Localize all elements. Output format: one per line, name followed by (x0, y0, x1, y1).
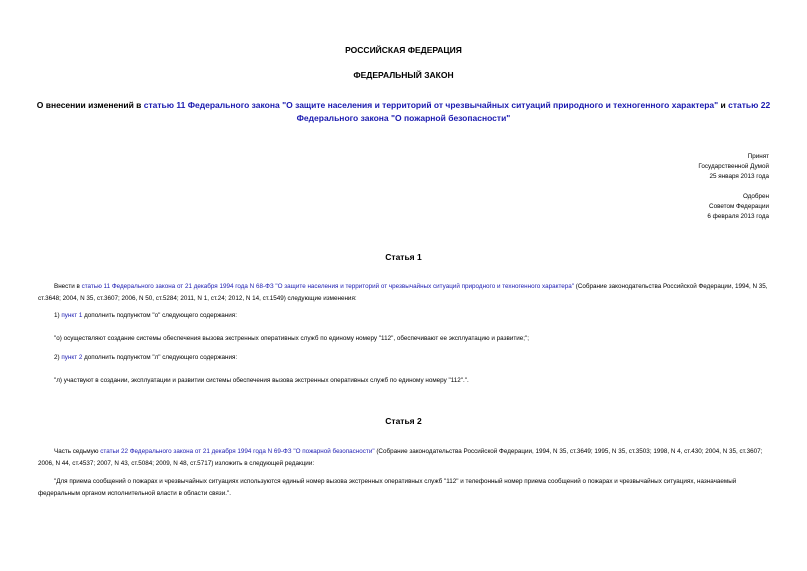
approval-line-3: 6 февраля 2013 года (707, 213, 769, 220)
adoption-line-1: Принят (747, 153, 769, 160)
article-2-intro-prefix: Часть седьмую (54, 448, 101, 455)
article-1-intro-prefix: Внести в (54, 283, 82, 290)
article-1-item-2-text: "л) участвуют в создании, эксплуатации и развитии системы обеспечения вызова экстренных оперативных служб по единому номеру "112".". (54, 377, 469, 384)
article-2-heading: Статья 2 (385, 416, 422, 426)
article-1-item-1-text: "о) осуществляют создание системы обеспечения вызова экстренных оперативных служб по единому номеру "112", обеспечивают ее эксплуатацию и развитие;"; (54, 335, 529, 342)
title-prefix: О внесении изменений в (36, 100, 144, 110)
article-1-intro-suffix: (Собрание законодательства Российской Федерации, 1994, N 35, ст.3648; 2004, N 35, ст.3607; 2006, N 50, ст.5284; 2011, N 1, ст.24; 2012, N 14, ст.1549) следующие изменения: (38, 283, 768, 302)
title-link-article-22[interactable]: статью 22 Федерального закона "О пожарной безопасности" (296, 100, 771, 123)
approval-block (707, 192, 769, 222)
doc-type-heading: ФЕДЕРАЛЬНЫЙ ЗАКОН (353, 70, 454, 80)
title-mid: и (718, 100, 729, 110)
approval-line-1: Одобрен (742, 193, 769, 200)
article-2-intro-suffix: (Собрание законодательства Российской Федерации, 1994, N 35, ст.3649; 1995, N 35, ст.3503; 1998, N 4, ст.430; 2004, N 35, ст.3607; 2006, N 44, ст.4537; 2007, N 43, ст.5084; 2009, N 48, ст.5717) изложить в следующей редакции: (38, 448, 763, 467)
approval-line-2: Советом Федерации (709, 203, 769, 210)
item-1-link[interactable]: пункт 1 (61, 312, 83, 319)
adoption-line-2: Государственной Думой (698, 163, 769, 170)
item-2-suffix: дополнить подпунктом "л" следующего содержания: (82, 354, 238, 361)
adoption-block (698, 152, 769, 182)
article-1-heading: Статья 1 (385, 252, 422, 262)
article-1-intro (38, 281, 769, 304)
item-1-suffix: дополнить подпунктом "о" следующего содержания: (82, 312, 237, 319)
adoption-line-3: 25 января 2013 года (709, 173, 769, 180)
title-link-article-11[interactable]: статью 11 Федерального закона "О защите населения и территорий от чрезвычайных ситуаций природного и техногенного характера" (143, 100, 719, 110)
law-title (0, 99, 807, 125)
item-2-link[interactable]: пункт 2 (61, 354, 83, 361)
article-1-intro-link[interactable]: статью 11 Федерального закона от 21 декабря 1994 года N 68-ФЗ "О защите населения и территорий от чрезвычайных ситуаций природного и техногенного характера" (81, 283, 575, 290)
country-heading: РОССИЙСКАЯ ФЕДЕРАЦИЯ (345, 45, 462, 55)
article-2-intro-link[interactable]: статьи 22 Федерального закона от 21 декабря 1994 года N 69-ФЗ "О пожарной безопасности" (100, 448, 375, 455)
article-1-item-2 (54, 353, 237, 363)
article-2-intro (38, 446, 769, 469)
item-1-number: 1) (54, 312, 62, 319)
article-1-item-1 (54, 311, 237, 321)
item-2-number: 2) (54, 354, 62, 361)
article-2-quote: "Для приема сообщений о пожарах и чрезвычайных ситуациях используются единый номер вызова экстренных оперативных служб "112" и телефонный номер приема сообщений о пожарах и чрезвычайных ситуациях, назначаемый федеральным органом исполнительной власти в области связи.". (38, 478, 737, 497)
